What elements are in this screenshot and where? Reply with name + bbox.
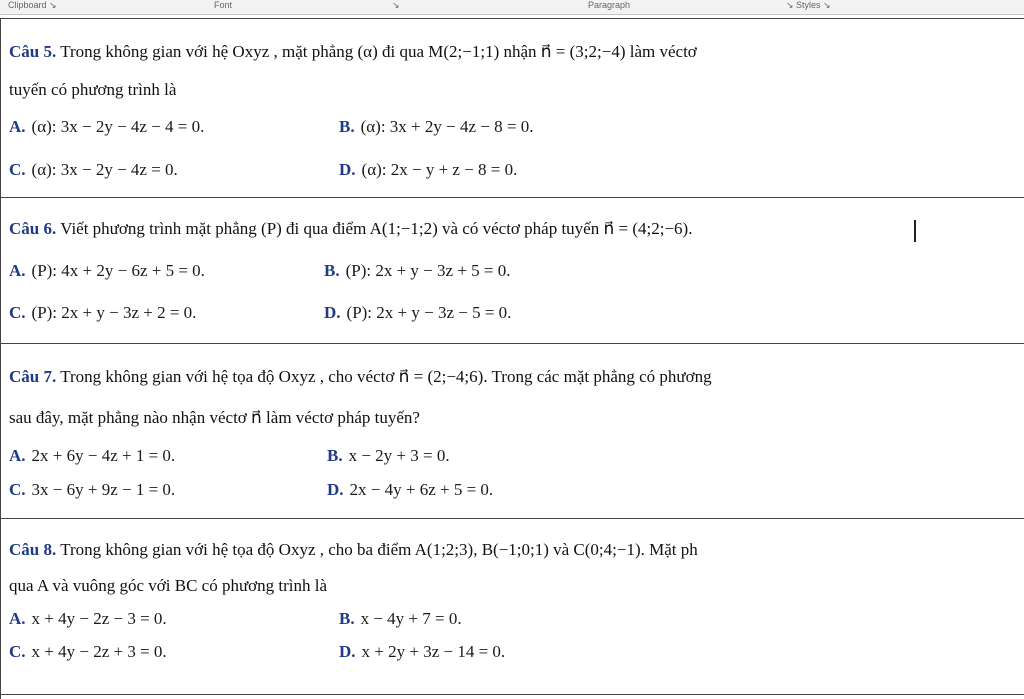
question-number: Câu 8.: [9, 540, 57, 559]
question-text: Trong không gian với hệ tọa độ Oxyz , cho véctơ n⃗ = (2;−4;6). Trong các mặt phẳng có phương: [60, 367, 712, 386]
option-text: x + 4y − 2z − 3 = 0.: [31, 609, 167, 628]
question-text: Trong không gian với hệ tọa độ Oxyz , cho ba điểm A(1;2;3), B(−1;0;1) và C(0;4;−1). Mặt ph: [60, 540, 698, 559]
options-row: [9, 260, 1019, 282]
text-cursor: [914, 220, 916, 242]
options-row: [9, 608, 1019, 630]
question-block: [1, 19, 1024, 198]
option-label: C.: [9, 303, 26, 322]
question-block: [1, 519, 1024, 695]
ribbon-group-paragraph[interactable]: Paragraph: [588, 0, 631, 10]
option-label: C.: [9, 480, 26, 499]
option-text: 3x − 6y + 9z − 1 = 0.: [31, 480, 176, 499]
option-text: x − 4y + 7 = 0.: [360, 609, 462, 628]
question-text: qua A và vuông góc với BC có phương trình là: [9, 576, 328, 595]
option-text: (α): 3x − 2y − 4z = 0.: [31, 160, 178, 179]
ribbon-group-styles[interactable]: ↘ Styles ↘: [786, 0, 831, 10]
answer-option: [9, 302, 196, 324]
question-line: [9, 366, 712, 388]
option-text: (α): 3x − 2y − 4z − 4 = 0.: [31, 117, 205, 136]
option-label: B.: [339, 117, 355, 136]
question-text: tuyến có phương trình là: [9, 80, 177, 99]
options-row: [9, 302, 1019, 324]
option-label: A.: [9, 117, 26, 136]
answer-option: [324, 260, 511, 282]
option-label: B.: [339, 609, 355, 628]
answer-option: [9, 641, 167, 663]
question-number: Câu 5.: [9, 42, 57, 61]
option-label: B.: [327, 446, 343, 465]
question-number: Câu 6.: [9, 219, 57, 238]
option-label: D.: [324, 303, 341, 322]
answer-option: [339, 159, 517, 181]
question-text: Viết phương trình mặt phẳng (P) đi qua điểm A(1;−1;2) và có véctơ pháp tuyến n⃗ = (4;2;−6).: [60, 219, 693, 238]
option-label: A.: [9, 609, 26, 628]
option-text: x + 4y − 2z + 3 = 0.: [31, 642, 167, 661]
option-label: D.: [327, 480, 344, 499]
answer-option: [9, 445, 175, 467]
answer-option: [9, 159, 178, 181]
option-label: C.: [9, 160, 26, 179]
option-label: C.: [9, 642, 26, 661]
option-text: (P): 2x + y − 3z + 2 = 0.: [31, 303, 197, 322]
answer-option: [327, 445, 450, 467]
option-label: A.: [9, 261, 26, 280]
answer-option: [327, 479, 493, 501]
question-line: [9, 218, 692, 240]
options-row: [9, 641, 1019, 663]
option-text: (α): 2x − y + z − 8 = 0.: [361, 160, 518, 179]
options-row: [9, 479, 1019, 501]
ribbon-group-font[interactable]: Font: [214, 0, 233, 10]
option-text: (P): 2x + y − 3z + 5 = 0.: [345, 261, 511, 280]
option-text: (P): 2x + y − 3z − 5 = 0.: [346, 303, 512, 322]
question-number: Câu 7.: [9, 367, 57, 386]
option-label: D.: [339, 642, 356, 661]
question-line: [9, 407, 420, 429]
options-row: [9, 116, 1019, 138]
question-text: sau đây, mặt phẳng nào nhận véctơ n⃗ làm véctơ pháp tuyến?: [9, 408, 420, 427]
answer-option: [9, 116, 204, 138]
answer-option: [339, 641, 505, 663]
question-line: [9, 539, 698, 561]
option-text: 2x − 4y + 6z + 5 = 0.: [349, 480, 494, 499]
document-body[interactable]: [0, 18, 1024, 699]
options-row: [9, 159, 1019, 181]
ribbon-group-clipboard[interactable]: Clipboard ↘: [8, 0, 57, 10]
option-text: (α): 3x + 2y − 4z − 8 = 0.: [360, 117, 534, 136]
option-text: 2x + 6y − 4z + 1 = 0.: [31, 446, 176, 465]
option-label: D.: [339, 160, 356, 179]
answer-option: [9, 479, 175, 501]
question-line: [9, 79, 176, 101]
option-text: (P): 4x + 2y − 6z + 5 = 0.: [31, 261, 205, 280]
question-line: [9, 575, 327, 597]
ribbon-strip: [0, 0, 1024, 15]
answer-option: [324, 302, 511, 324]
answer-option: [9, 608, 167, 630]
ribbon-group-font-launcher[interactable]: ↘: [392, 0, 400, 10]
question-block: [1, 198, 1024, 344]
option-label: B.: [324, 261, 340, 280]
options-row: [9, 445, 1019, 467]
question-text: Trong không gian với hệ Oxyz , mặt phẳng (α) đi qua M(2;−1;1) nhận n⃗ = (3;2;−4) làm véctơ: [60, 42, 697, 61]
option-label: A.: [9, 446, 26, 465]
question-line: [9, 41, 697, 63]
option-text: x − 2y + 3 = 0.: [348, 446, 450, 465]
question-block: [1, 344, 1024, 519]
option-text: x + 2y + 3z − 14 = 0.: [361, 642, 506, 661]
answer-option: [9, 260, 205, 282]
answer-option: [339, 116, 533, 138]
answer-option: [339, 608, 462, 630]
